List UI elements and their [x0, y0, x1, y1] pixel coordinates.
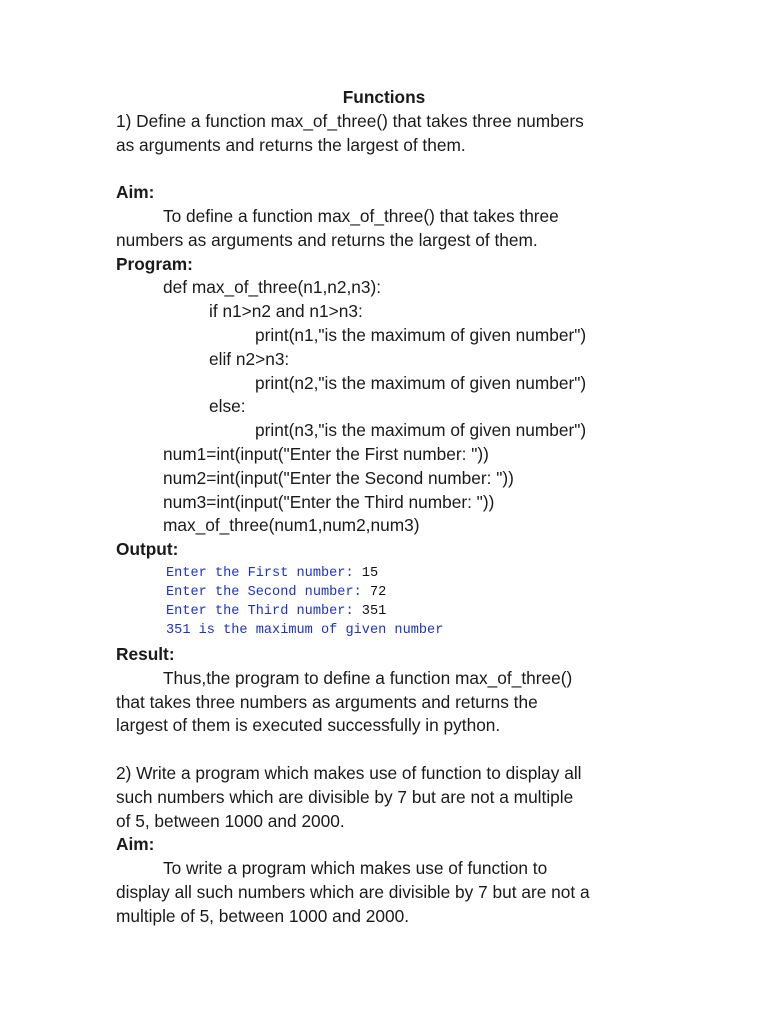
code-line: def max_of_three(n1,n2,n3): [163, 277, 382, 298]
console-prompt: Enter the Third number: [166, 603, 362, 619]
document-page [116, 86, 656, 929]
code-line: num1=int(input("Enter the First number: ")) [163, 443, 489, 464]
q2-question-line-1: 2) Write a program which makes use of function to display all [116, 762, 582, 783]
code-line: print(n1,"is the maximum of given number") [255, 324, 587, 345]
console-prompt: Enter the First number: [166, 565, 362, 581]
q1-output-heading: Output: [116, 539, 179, 560]
q1-result-line-2: that takes three numbers as arguments and returns the [116, 691, 538, 712]
spacer [116, 157, 656, 181]
console-line [166, 602, 656, 621]
code-line: num2=int(input("Enter the Second number: ")) [163, 467, 514, 488]
console-output [116, 564, 656, 640]
code-line: print(n2,"is the maximum of given number") [255, 372, 587, 393]
q1-question-line-1: 1) Define a function max_of_three() that takes three numbers [116, 110, 584, 131]
q1-aim-line-2: numbers as arguments and returns the largest of them. [116, 229, 538, 250]
spacer [116, 738, 656, 762]
q2-aim-heading: Aim: [116, 834, 155, 855]
document-title: Functions [342, 87, 426, 107]
q1-question-line-2: as arguments and returns the largest of them. [116, 134, 466, 155]
console-input-value: 15 [361, 565, 379, 581]
q1-result-heading: Result: [116, 643, 175, 664]
console-line [166, 583, 656, 602]
console-result: 351 is the maximum of given number [166, 622, 444, 638]
console-line [166, 564, 656, 583]
q2-question-line-2: such numbers which are divisible by 7 but are not a multiple [116, 786, 574, 807]
q1-result-line-1: Thus,the program to define a function max_of_three() [163, 667, 573, 688]
console-input-value: 351 [361, 603, 387, 619]
console-input-value: 72 [369, 584, 387, 600]
q1-number: 1) [116, 110, 132, 131]
code-line: elif n2>n3: [209, 348, 290, 369]
q2-aim-line-3: multiple of 5, between 1000 and 2000. [116, 905, 410, 926]
q1-aim-heading: Aim: [116, 182, 155, 203]
q1-aim-line-1: To define a function max_of_three() that takes three [163, 205, 559, 226]
console-prompt: Enter the Second number: [166, 584, 370, 600]
q1-program-heading: Program: [116, 253, 193, 274]
code-line: else: [209, 396, 246, 417]
code-line: if n1>n2 and n1>n3: [209, 301, 363, 322]
q2-question-line-3: of 5, between 1000 and 2000. [116, 810, 345, 831]
q1-result-line-3: largest of them is executed successfully in python. [116, 715, 501, 736]
q2-aim-line-2: display all such numbers which are divisible by 7 but are not a [116, 881, 590, 902]
code-line: print(n3,"is the maximum of given number") [255, 420, 587, 441]
code-line: num3=int(input("Enter the Third number: ")) [163, 491, 495, 512]
q2-aim-line-1: To write a program which makes use of function to [163, 858, 548, 879]
code-line: max_of_three(num1,num2,num3) [163, 515, 420, 536]
